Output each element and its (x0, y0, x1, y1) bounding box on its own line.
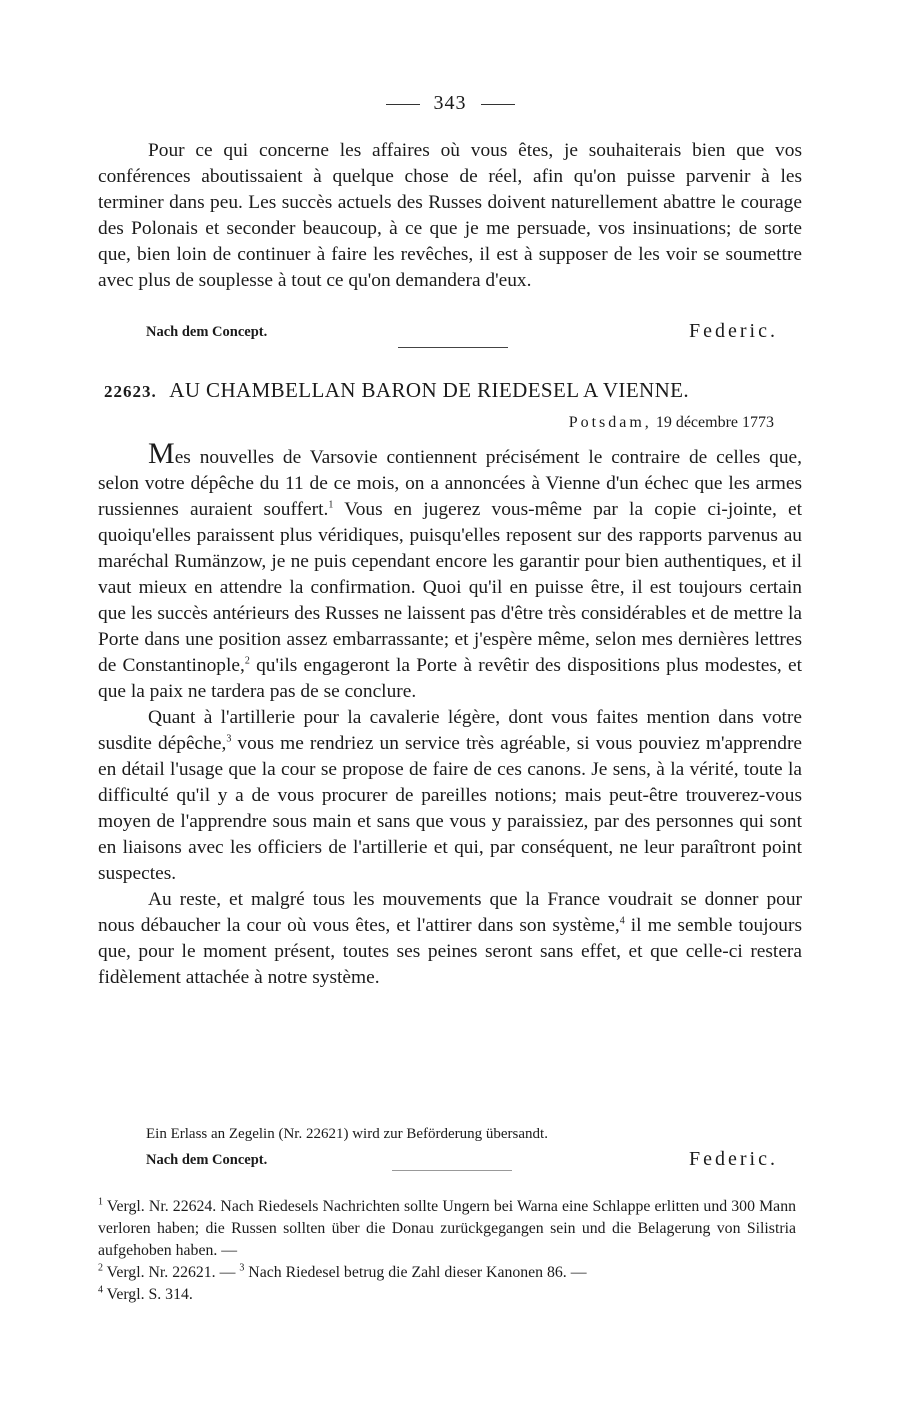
first-signature-line (146, 320, 778, 342)
letter-paragraph-1 (98, 437, 803, 705)
page-header (0, 92, 900, 115)
footnote-ref-1[interactable]: 1 (328, 499, 334, 511)
letter-source-note: Nach dem Concept. (146, 1152, 268, 1168)
footnote-mark-4: 4 (98, 1284, 103, 1296)
footnotes (98, 1196, 796, 1306)
footnote-2-3 (98, 1262, 796, 1284)
end-divider (392, 1170, 512, 1171)
letter-date: 19 décembre 1773 (655, 414, 774, 431)
paragraph-2-part-a: Quant à l'artillerie pour la cavalerie légère, dont vous faites mention dans votre susdite dépêche, (98, 707, 802, 754)
footnote-2-text: Vergl. Nr. 22621. — (103, 1264, 236, 1281)
editor-note: Ein Erlass an Zegelin (Nr. 22621) wird zur Beförderung übersandt. (146, 1126, 548, 1142)
footnote-3-text: Nach Riedesel betrug die Zahl dieser Kanonen 86. — (244, 1264, 587, 1281)
paragraph-3-part-a: Au reste, et malgré tous les mouvements que la France voudrait se donner pour nous débaucher la cour où vous êtes, et l'attirer dans son système, (98, 889, 802, 936)
paragraph-1-part-c: qu'ils engageront la Porte à revêtir des dispositions plus modestes, et que la paix ne tardera pas de se conclure. (98, 655, 802, 702)
letter-heading (104, 378, 804, 403)
letter-signature: Federic. (689, 1148, 778, 1170)
letter-title: AU CHAMBELLAN BARON DE RIEDESEL A VIENNE. (169, 378, 690, 402)
footnote-mark-3: 3 (239, 1262, 245, 1274)
dateline (569, 414, 774, 432)
footnote-4-text: Vergl. S. 314. (103, 1286, 193, 1303)
intro-paragraph-block (98, 138, 802, 294)
letter-number: 22623. (104, 382, 157, 401)
page-number: 343 (433, 92, 467, 114)
footnote-mark-1: 1 (98, 1196, 103, 1208)
paragraph-1-part-b: Vous en jugerez vous-même par la copie ci-jointe, et quoiqu'elles paraissent plus véridiques, puisqu'elles reposent sur des rapports parvenus au maréchal Rumänzow, je ne puis cependant encore les garantir pour bien authentiques, et il vaut mieux en attendre la confirmation. Quoi qu'il en puisse être, il est toujours certain que les succès antérieurs des Russes ne laissent pas d'être très considérables et de mettre la Porte dans une position assez embarrassante; et j'espère même, selon mes dernières lettres de Constantinople, (98, 499, 803, 676)
header-dash-left (386, 104, 420, 105)
footnote-mark-2: 2 (98, 1262, 103, 1274)
footnote-ref-3[interactable]: 3 (226, 733, 232, 745)
footnote-ref-2[interactable]: 2 (244, 655, 250, 667)
paragraph-1-part-a: es nouvelles de Varsovie contiennent précisément le contraire de celles que, selon votre dépêche du 11 de ce mois, on a annoncées à Vienne d'un échec que les armes russiennes auraient souffert. (98, 447, 802, 520)
paragraph-2-part-b: vous me rendriez un service très agréable, si vous pouviez m'apprendre en détail l'usage que la cour se propose de faire de ces canons. Je sens, à la vérité, toute la difficulté qu'il y a de vous procurer de pareilles notions; mais peut-être trouverez-vous moyen de l'apprendre sous main et sans que vous y paraissiez, par des personnes qui sont en liaisons avec les officiers de l'artillerie et qui, par conséquent, ne leur paraîtront point suspectes. (98, 733, 803, 884)
first-signature: Federic. (689, 320, 778, 342)
letter-signature-line (146, 1148, 778, 1170)
footnote-4 (98, 1284, 796, 1306)
footnote-1 (98, 1196, 796, 1262)
drop-cap: M (148, 437, 175, 470)
intro-paragraph: Pour ce qui concerne les affaires où vous êtes, je souhaiterais bien que vos conférences aboutissaient à quelque chose de réel, afin qu'on puisse parvenir à les terminer dans peu. Les succès actuels des Russes doivent naturellement abattre le courage des Polonais et seconder beaucoup, à ce que je me persuade, vos insinuations; de sorte que, bien loin de continuer à faire les revêches, il est à supposer de les voir se soumettre avec plus de souplesse à tout ce qu'on demandera d'eux. (98, 140, 802, 291)
letter-place: Potsdam, (568, 414, 652, 431)
letter-paragraph-2 (98, 705, 802, 887)
first-source-note: Nach dem Concept. (146, 324, 268, 340)
section-divider (398, 347, 508, 348)
letter-paragraph-3 (98, 887, 802, 991)
letter-body (98, 437, 803, 991)
header-dash-right (481, 104, 515, 105)
footnote-ref-4[interactable]: 4 (619, 915, 625, 927)
paragraph-3-part-b: il me semble toujours que, pour le moment présent, toutes ses peines seront sans effet, et que celle-ci restera fidèlement attachée à notre système. (98, 915, 802, 988)
footnote-1-text: Vergl. Nr. 22624. Nach Riedesels Nachrichten sollte Ungern bei Warna eine Schlappe erlitten und 300 Mann verloren haben; die Russen sollten über die Donau zurückgegangen sein und die Belagerung von Silistria aufgehoben haben. — (98, 1198, 796, 1259)
